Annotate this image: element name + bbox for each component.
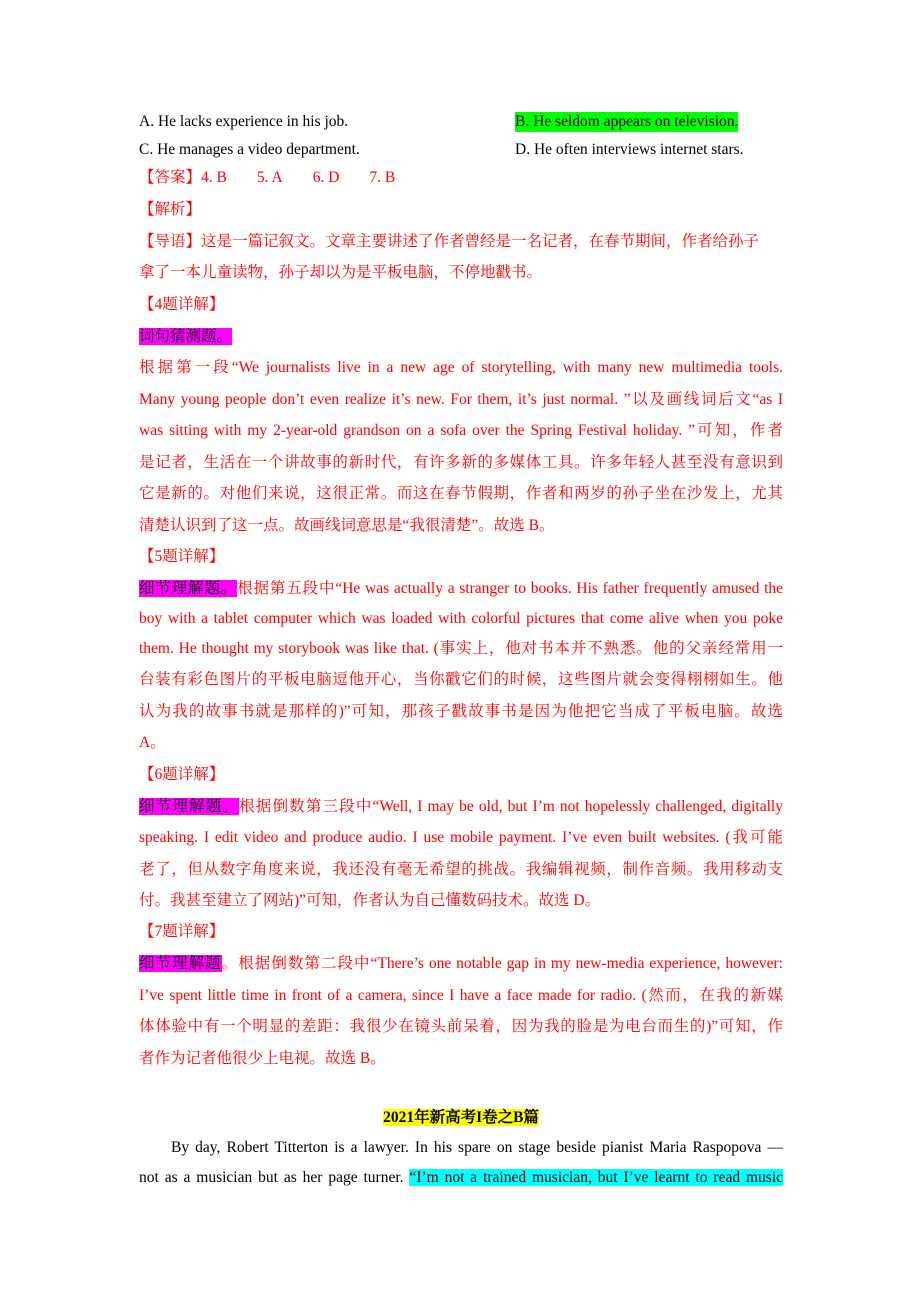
q6-line: speaking. I edit video and produce audio. I use mobile payment. I’ve even built websites. (我可能	[139, 829, 783, 846]
q7-first-line-text: 。根据倒数第二段中“There’s one notable gap in my new-media experience, however:	[221, 955, 783, 972]
answer-line	[139, 168, 395, 188]
q7-line: 体体验中有一个明显的差距：我很少在镜头前呆着，因为我的脸是为电台而生的)”可知，作	[139, 1018, 783, 1035]
passage-line	[139, 1168, 783, 1188]
option-a: A. He lacks experience in his job.	[139, 113, 349, 130]
q7-line: 者作为记者他很少上电视。故选 B。	[139, 1050, 386, 1067]
q5-first-line	[139, 579, 783, 599]
q5-line: boy with a tablet computer which was loaded with colorful pictures that come alive when you poke	[139, 610, 783, 627]
q5-line: 台装有彩色图片的平板电脑逗他开心，当你戳它们的时候，这些图片就会变得栩栩如生。他	[139, 671, 783, 688]
q5-line: A。	[139, 734, 166, 751]
q4-line: 是记者，生活在一个讲故事的新时代，有许多新的多媒体工具。许多年轻人甚至没有意识到	[139, 454, 783, 471]
answer-item: 6. D	[312, 169, 340, 186]
q7-type-label: 细节理解题	[139, 955, 222, 972]
q7-first-line	[139, 954, 783, 974]
q5-line: them. He thought my storybook was like that. (事实上，他对书本并不熟悉。他的父亲经常用一	[139, 640, 783, 657]
section-title-line	[139, 1108, 783, 1128]
options-row-1	[139, 112, 783, 132]
intro-line: 拿了一本儿童读物，孙子却以为是平板电脑，不停地戳书。	[139, 264, 543, 281]
q4-type-line	[139, 327, 232, 347]
q5-heading: 【5题详解】	[139, 548, 225, 565]
passage-line-text: not as a musician but as her page turner.	[139, 1169, 410, 1186]
q6-heading: 【6题详解】	[139, 766, 225, 783]
q4-line: 根据第一段“We journalists live in a new age of storytelling, with many new multimedia tools.	[139, 359, 783, 376]
q4-line: was sitting with my 2-year-old grandson on a sofa over the Spring Festival holiday. ”可知，作者	[139, 422, 783, 439]
passage-line: By day, Robert Titterton is a lawyer. In his spare on stage beside pianist Maria Raspopova —	[171, 1139, 783, 1156]
analysis-heading: 【解析】	[139, 201, 202, 218]
q4-line: Many young people don’t even realize it’s new. For them, it’s just normal. ”以及画线词后文“as I	[139, 391, 783, 408]
q4-line: 它是新的。对他们来说，这很正常。而这在春节假期，作者和两岁的孙子坐在沙发上，尤其	[139, 485, 783, 502]
q6-line: 付。我甚至建立了网站)”可知，作者认为自己懂数码技术。故选 D。	[139, 892, 601, 909]
answer-item: 5. A	[256, 169, 283, 186]
q5-line: 认为我的故事书就是那样的)”可知，那孩子戳故事书是因为他把它当成了平板电脑。故选	[139, 703, 783, 720]
q6-first-line-text: 根据倒数第三段中“Well, I may be old, but I’m not hopelessly challenged, digitally	[239, 798, 783, 815]
q6-first-line	[139, 797, 783, 817]
q5-first-line-text: 根据第五段中“He was actually a stranger to books. His father frequently amused the	[237, 580, 783, 597]
answer-item: 7. B	[369, 169, 396, 186]
answer-heading: 【答案】	[139, 169, 202, 186]
q4-line: 清楚认识到了这一点。故画线词意思是“我很清楚”。故选 B。	[139, 517, 555, 534]
options-row-2	[139, 140, 783, 160]
option-c: C. He manages a video department.	[139, 141, 360, 158]
answer-item: 4. B	[201, 169, 227, 186]
section-title: 2021年新高考I卷之B篇	[383, 1109, 539, 1126]
q4-type-label: 词句猜测题。	[139, 328, 233, 345]
option-d: D. He often interviews internet stars.	[515, 141, 744, 158]
option-b-highlighted: B. He seldom appears on television.	[515, 113, 739, 130]
q7-line: I’ve spent little time in front of a camera, since I have a face made for radio. (然而，在我的新媒	[139, 987, 783, 1004]
passage-quote-highlight: “I’m not a trained musician, but I’ve learnt to read music	[409, 1169, 784, 1186]
q6-line: 老了，但从数字角度来说，我还没有毫无希望的挑战。我编辑视频，制作音频。我用移动支	[139, 861, 783, 878]
q6-type-label: 细节理解题。	[139, 798, 240, 815]
intro-line: 【导语】这是一篇记叙文。文章主要讲述了作者曾经是一名记者，在春节期间，作者给孙子	[139, 233, 760, 250]
q5-type-label: 细节理解题。	[139, 580, 238, 597]
q7-heading: 【7题详解】	[139, 923, 225, 940]
q4-heading: 【4题详解】	[139, 296, 225, 313]
